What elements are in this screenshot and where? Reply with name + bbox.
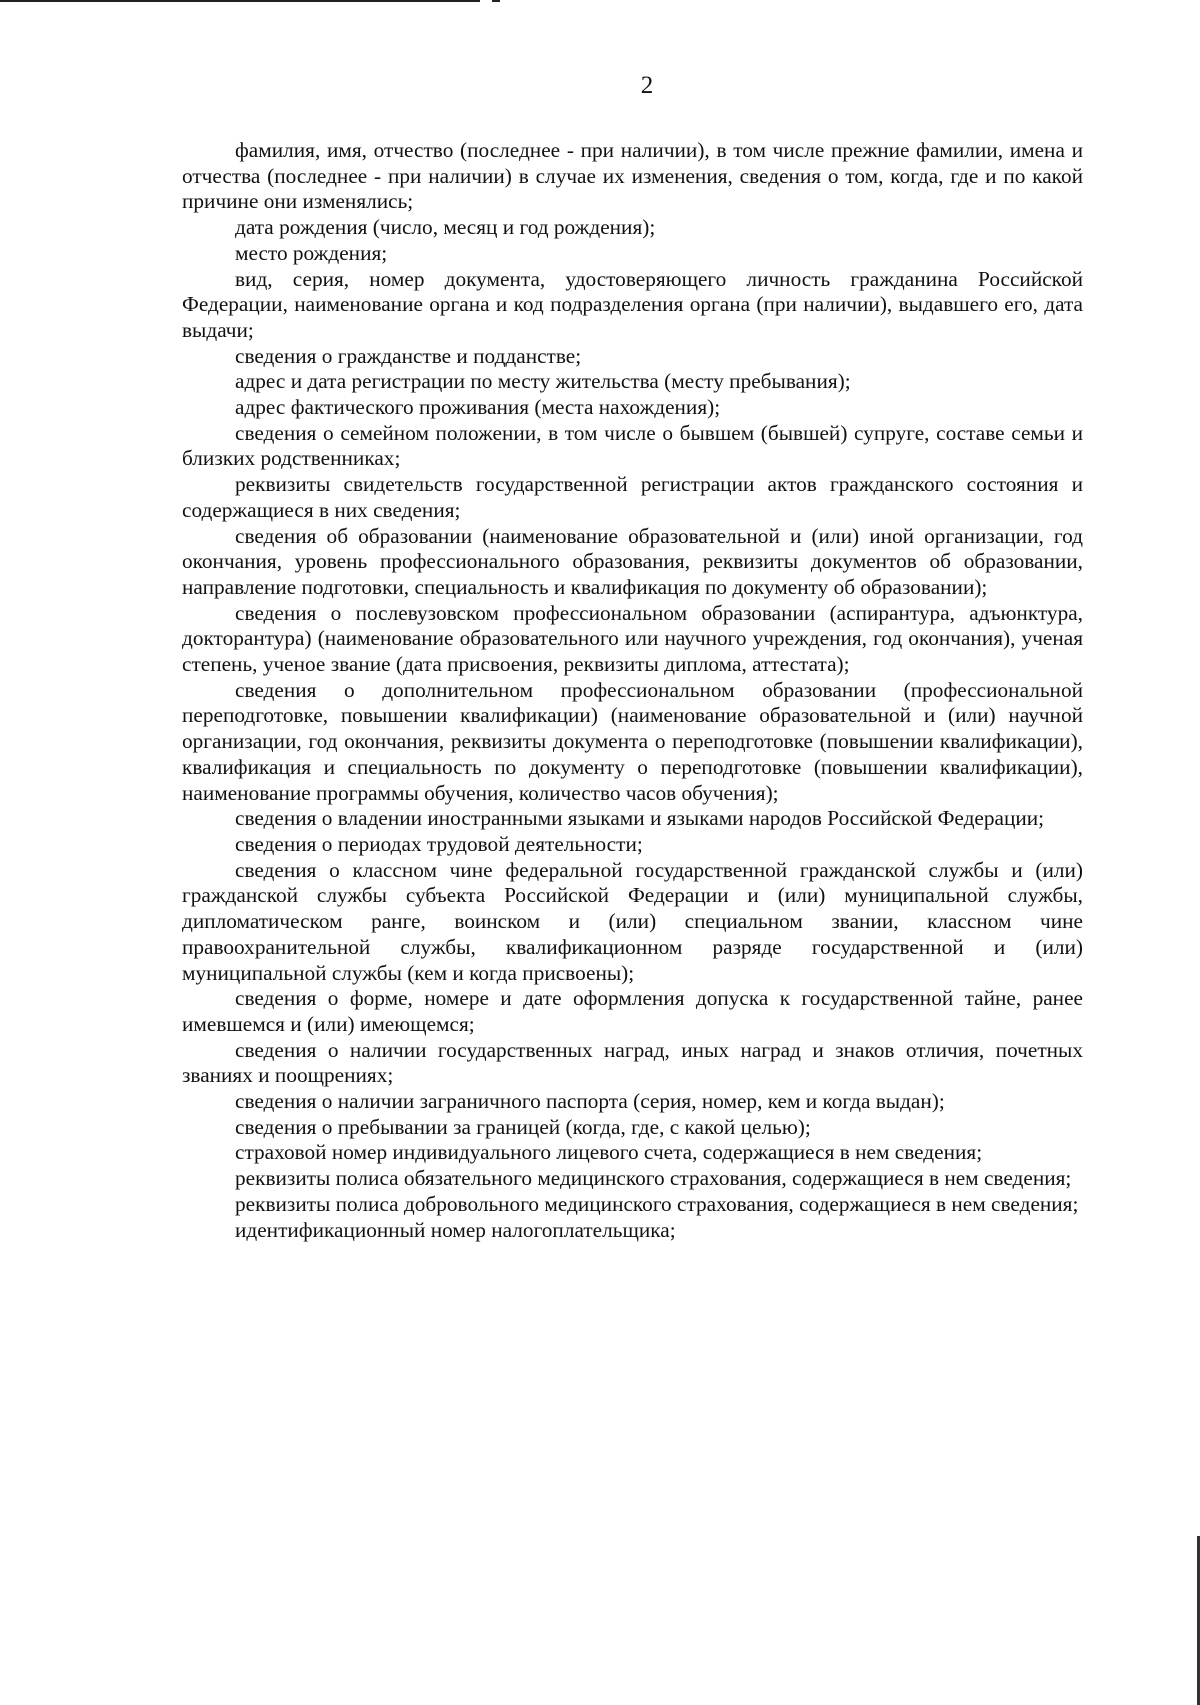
page-number: 2	[640, 72, 654, 99]
document-body	[182, 138, 1083, 1243]
paragraph-17: сведения о наличии государственных наград, иных наград и знаков отличия, почетных званиях и поощрениях;	[182, 1037, 1083, 1088]
paragraph-21: реквизиты полиса обязательного медицинского страхования, содержащиеся в нем сведения;	[235, 1166, 1072, 1191]
paragraph-15: сведения о классном чине федеральной государственной гражданской службы и (или) гражданской службы субъекта Российской Федерации и (или) муниципальной службы, дипломатическом ранге, воинском и (или) специальном звании, классном чине правоохранительной службы, квалификационном разряде государственной и (или) муниципальной службы (кем и когда присвоены);	[182, 857, 1083, 985]
paragraph-4: вид, серия, номер документа, удостоверяющего личность гражданина Российской Федерации, наименование органа и код подразделения органа (при наличии), выдавшего его, дата выдачи;	[182, 266, 1083, 342]
paragraph-19: сведения о пребывании за границей (когда, где, с какой целью);	[235, 1114, 811, 1139]
paragraph-13: сведения о владении иностранными языками и языками народов Российской Федерации;	[235, 806, 1045, 831]
paragraph-14: сведения о периодах трудовой деятельности;	[235, 831, 643, 856]
paragraph-20: страховой номер индивидуального лицевого счета, содержащиеся в нем сведения;	[235, 1140, 983, 1165]
paragraph-3: место рождения;	[235, 240, 388, 265]
paragraph-5: сведения о гражданстве и подданстве;	[235, 343, 582, 368]
paragraph-2: дата рождения (число, месяц и год рождения);	[235, 215, 656, 240]
scan-edge-top	[0, 0, 480, 2]
paragraph-10: сведения об образовании (наименование образовательной и (или) иной организации, год окончания, уровень профессионального образования, реквизиты документов об образовании, направление подготовки, специальность и квалификация по документу об образовании);	[182, 523, 1083, 599]
paragraph-11: сведения о послевузовском профессиональном образовании (аспирантура, адъюнктура, докторантура) (наименование образовательного или научного учреждения, год окончания), ученая степень, ученое звание (дата присвоения, реквизиты диплома, аттестата);	[182, 600, 1083, 677]
paragraph-18: сведения о наличии заграничного паспорта (серия, номер, кем и когда выдан);	[235, 1089, 945, 1114]
paragraph-23: идентификационный номер налогоплательщика;	[235, 1217, 676, 1242]
paragraph-6: адрес и дата регистрации по месту жительства (месту пребывания);	[235, 369, 851, 394]
scan-edge-top-fragment	[492, 0, 500, 2]
paragraph-1: фамилия, имя, отчество (последнее - при наличии), в том числе прежние фамилии, имена и отчества (последнее - при наличии) в случае их изменения, сведения о том, когда, где и по какой причине они изменялись;	[182, 138, 1083, 214]
paragraph-8: сведения о семейном положении, в том числе о бывшем (бывшей) супруге, составе семьи и близких родственниках;	[182, 420, 1083, 471]
paragraph-22: реквизиты полиса добровольного медицинского страхования, содержащиеся в нем сведения;	[235, 1191, 1079, 1216]
paragraph-7: адрес фактического проживания (места нахождения);	[235, 395, 721, 420]
paragraph-12: сведения о дополнительном профессиональном образовании (профессиональной переподготовке, повышении квалификации) (наименование образовательной и (или) научной организации, год окончания, реквизиты документа о переподготовке (повышении квалификации), квалификация и специальность по документу о переподготовке (повышении квалификации), наименование программы обучения, количество часов обучения);	[182, 677, 1083, 805]
paragraph-9: реквизиты свидетельств государственной регистрации актов гражданского состояния и содержащиеся в них сведения;	[182, 472, 1083, 522]
paragraph-16: сведения о форме, номере и дате оформления допуска к государственной тайне, ранее имевшемся и (или) имеющемся;	[182, 986, 1083, 1036]
